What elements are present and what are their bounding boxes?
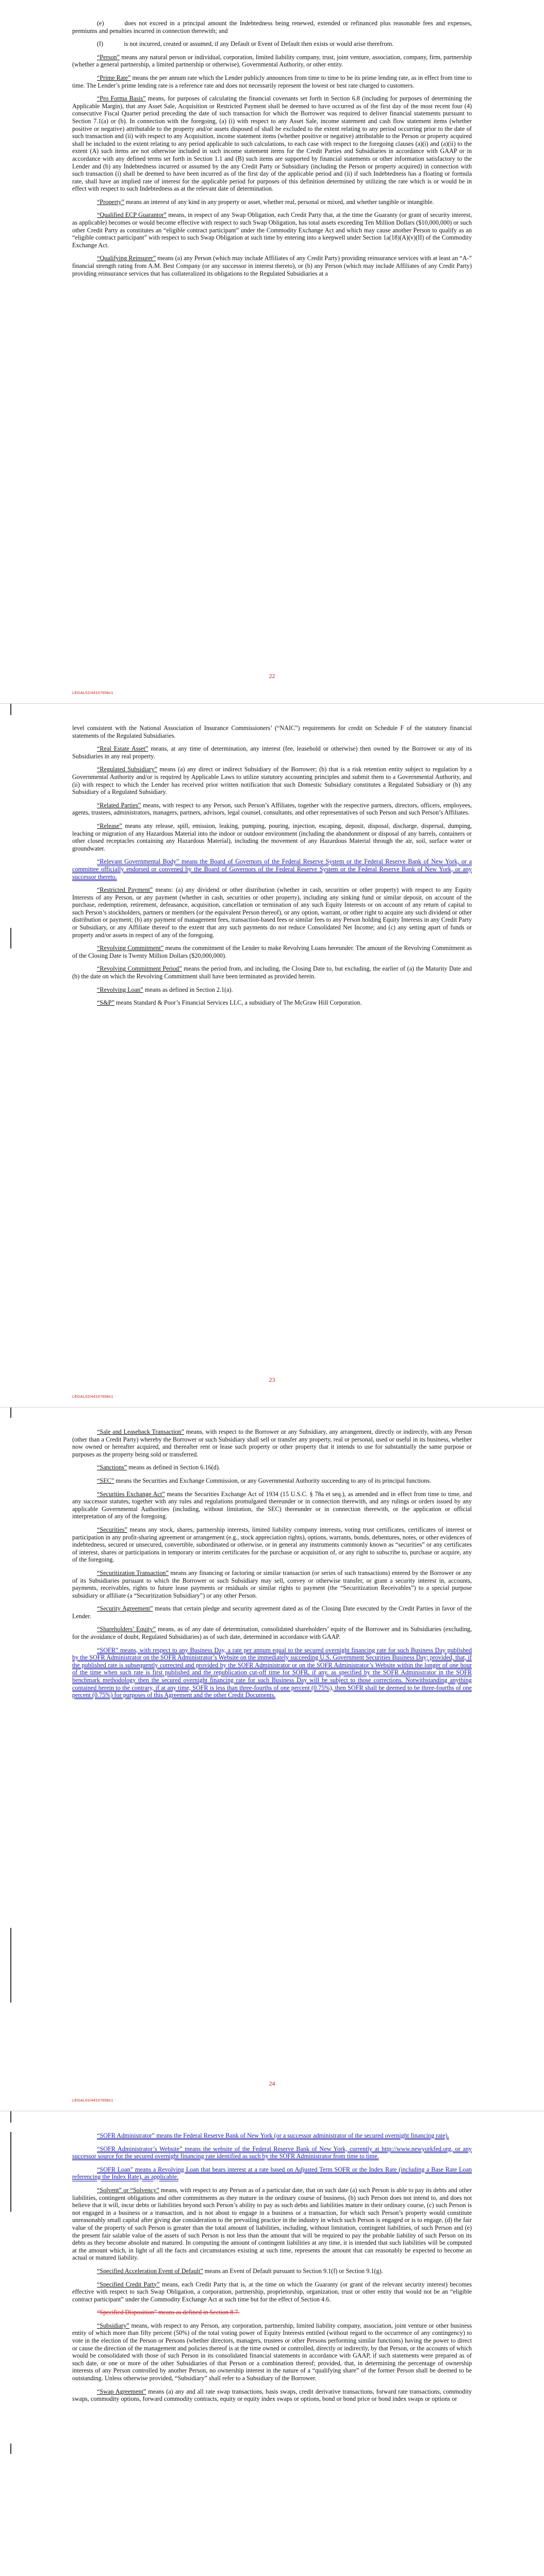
definition-text: means the period from, and including, the Closing Date to, but excluding, the earlier of (a) the Maturity Date and (b) the date on which the Revolving Commitment shall have been terminated as provided herein. bbox=[72, 965, 472, 980]
definition-paragraph bbox=[72, 745, 472, 760]
defined-term: “Securities” bbox=[97, 1526, 127, 1533]
definition-paragraph bbox=[72, 2309, 472, 2316]
change-bar bbox=[10, 928, 11, 948]
definition-text: means any natural person or individual, corporation, limited liability company, trust, joint venture, association, company, firm, partnership (whether a general partnership, a limited partnership or otherwise), Governmental Authority, or other entity. bbox=[72, 53, 472, 69]
definition-text: means as defined in Section 6.16(d). bbox=[127, 1464, 220, 1471]
definition-text: means the website of the Federal Reserve Bank of New York, currently at http://www.newyorkfed.org, or any successor source for the secured overnight financing rate identified as such by the SOFR Administrator from time to time. bbox=[72, 2145, 472, 2160]
defined-term: “Revolving Commitment” bbox=[97, 944, 164, 952]
definition-paragraph bbox=[72, 965, 472, 980]
definition-text: means, with respect to any Person, such Person’s Affiliates, together with the respective partners, directors, officers, employees, agents, trustees, administrators, managers, partners, advisors, legal counsel, consultants, and other representatives of such Person and such Person’s Affiliates. bbox=[72, 801, 472, 817]
defined-term: “Regulated Subsidiary” bbox=[97, 766, 157, 773]
definition-paragraph bbox=[72, 2187, 472, 2262]
definition-text: means, with respect to any Person, any corporation, partnership, limited liability company, association, joint venture or other business entity of which more than fifty percent (50%) of the total voting power of Equity Interests entitled (without regard to the occurrence of any contingency) to vote in the election of the Person or Persons (whether directors, managers, trustees or other Persons performing similar functions) having the power to direct or cause the direction of the management and policies thereof is at the time owned or controlled, directly or indirectly, by that Person, or the accounts of which would be consolidated with those of such Person in its consolidated financial statements in accordance with GAAP, if such statements were prepared as of such date, or one or more of the other Subsidiaries of that Person or a combination thereof; provided, that, in determining the percentage of ownership interests of any Person controlled by another Person, no ownership interest in the nature of a “qualifying share” of the former Person shall be deemed to be outstanding. Unless otherwise provided, “Subsidiary” shall refer to a Subsidiary of the Borrower. bbox=[72, 2321, 472, 2382]
change-bar bbox=[10, 2444, 11, 2454]
definition-paragraph bbox=[72, 1490, 472, 1520]
page-25 bbox=[0, 2111, 544, 2576]
definition-paragraph bbox=[72, 1647, 472, 1699]
definition-paragraph bbox=[72, 944, 472, 959]
page-23 bbox=[0, 704, 544, 1407]
definition-paragraph bbox=[72, 1569, 472, 1599]
defined-term: “S&P” bbox=[97, 999, 114, 1007]
change-bar bbox=[10, 2111, 11, 2123]
definition-text: means an interest of any kind in any property or asset, whether real, personal or mixed, and whether tangible or intangible. bbox=[124, 198, 434, 206]
change-bar bbox=[10, 1928, 11, 2003]
definition-paragraph bbox=[72, 20, 472, 35]
definition-text: means, with respect to any Person as of a particular date, that on such date (a) such Person is able to pay its debts and other liabilities, contingent obligations and other commitments as they mature in the ordinary course of business, (b) such Person does not intend to, and does not believe that it will, incur debts or liabilities beyond such Person’s ability to pay as such debts and liabilities mature in their ordinary course, (c) such Person is not engaged in a business or a transaction, and is not about to engage in a business or a transaction, for which such Person’s property would constitute unreasonably small capital after giving due consideration to the prevailing practice in the industry in which such Person is engaged or is to engage, (d) the fair value of the property of such Person is greater than the total amount of liabilities, including, without limitation, contingent liabilities, of such Person and (e) the present fair salable value of the assets of such Person is not less than the amount that will be required to pay the probable liability of such Person on its debts as they become absolute and matured. In computing the amount of contingent liabilities at any time, it is intended that such liabilities will be computed at the amount which, in light of all the facts and circumstances existing at such time, represents the amount that can reasonably be expected to become an actual or matured liability. bbox=[72, 2186, 472, 2262]
page-body bbox=[72, 724, 472, 1012]
definition-paragraph bbox=[72, 1605, 472, 1620]
definition-text: means a Revolving Loan that bears interest at a rate based on Adjusted Term SOFR or the Index Rate (including a Base Rate Loan referencing the Index Rate), as applicable. bbox=[72, 2165, 472, 2181]
definition-paragraph bbox=[72, 2145, 472, 2160]
defined-term: “SOFR Administrator’s Website” bbox=[97, 2145, 183, 2153]
definition-text: means (a) any direct or indirect Subsidiary of the Borrower; (b) that is a risk retention entity subject to regulation by a Governmental Authority and/or is required by Applicable Laws to utilize statutory accounting principles and submit them to a Governmental Authority, and (ii) with respect to which the Lender has received prior written notification that such Domestic Subsidiary constitutes a Regulated Subsidiary or (b) any Subsidiary of a Regulated Subsidiary. bbox=[72, 766, 472, 796]
definition-text: means the Board of Governors of the Federal Reserve System or the Federal Reserve Bank of New York, or a committee officially endorsed or convened by the Board of Governors of the Federal Reserve System or the Federal Reserve Bank of New York, or any successor thereto. bbox=[72, 858, 472, 880]
defined-term: “Prime Rate” bbox=[97, 74, 131, 81]
defined-term: “Specified Acceleration Event of Default” bbox=[97, 2267, 203, 2275]
defined-term: “Property” bbox=[97, 198, 124, 206]
page-body bbox=[72, 20, 472, 283]
definition-text: means, for purposes of calculating the financial covenants set forth in Section 6.8 (including for purposes of determining the Applicable Margin), that any Asset Sale, Acquisition or Restricted Payment shall be deemed to have occurred as of the first day of the most recent four (4) consecutive Fiscal Quarter period preceding the date of such transaction for which the Borrower was required to deliver financial statements pursuant to Section 7.1(a) or (b). In connection with the foregoing, (a) (i) with respect to any Asset Sale, income statement and cash flow statement items (whether positive or negative) attributable to the property and/or assets disposed of shall be excluded to the extent relating to any period occurring prior to the date of such transaction and (ii) with respect to any Acquisition, income statement items (whether positive or negative) attributable to the Person or property acquired shall be included to the extent relating to any period applicable to such calculations, to each case with respect to the foregoing clauses (a)(i) and (a)(ii) to the extent (A) such items are not otherwise included in such income statement items for the Credit Parties and Subsidiaries in accordance with GAAP or in accordance with any defined terms set forth in Section 1.1 and (B) such items are supported by financial statements or other information satisfactory to the Lender and (b) any Indebtedness incurred or assumed by the any Credit Party or Subsidiary (including the Person or property acquired) in connection with such transaction (i) shall be deemed to have been incurred as of the first day of the applicable period and (ii) if such Indebtedness has a floating or formula rate, shall have an implied rate of interest for the applicable period for purposes of this definition determined by utilizing the rate which is or would be in effect with respect to such Indebtedness as at the relevant date of determination. bbox=[72, 95, 472, 193]
definition-paragraph bbox=[72, 1625, 472, 1640]
definition-text: means (a) any and all rate swap transactions, basis swaps, credit derivative transactions, forward rate transactions, commodity swaps, commodity options, forward commodity contracts, equity or equity index swaps or options, bond or bond price or bond index swaps or options or bbox=[72, 2387, 472, 2403]
defined-term: “Securitization Transaction” bbox=[97, 1569, 169, 1577]
definition-paragraph bbox=[72, 74, 472, 89]
definition-text: means any stock, shares, partnership interests, limited liability company interests, voting trust certificates, certificates of interest or participation in any profit-sharing agreement or arrangement (e.g., stock appreciation rights), options, warrants, bonds, debentures, notes, or other evidences of indebtedness, secured or unsecured, convertible, subordinated or otherwise, or in general any instruments commonly known as “securities” or any certificates of interest, shares or participations in temporary or interim certificates for the purchase or acquisition of, or any right to subscribe to, purchase or acquire, any of the foregoing. bbox=[72, 1526, 472, 1564]
definition-text: does not exceed in a principal amount the Indebtedness being renewed, extended or refinanced plus reasonable fees and expenses, premiums and penalties incurred in connection therewith; and bbox=[72, 20, 472, 35]
definition-text: level consistent with the National Association of Insurance Commissioners’ (“NAIC”) requirements for credit on Schedule F of the statutory financial statements of the Regulated Subsidiaries. bbox=[72, 724, 472, 739]
definition-text: means the Securities Exchange Act of 1934 (15 U.S.C. § 78a et seq.), as amended and in effect from time to time, and any successor statutes, together with any rules and regulations promulgated thereunder or in connection therewith, and any rulings or orders issued by any applicable Governmental Authorities (including, without limitation, the SEC) thereunder or in connection therewith, or the application or official interpretation of any of the foregoing. bbox=[72, 1490, 472, 1520]
defined-term: “SOFR” bbox=[97, 1646, 119, 1654]
defined-term: “Restricted Payment” bbox=[97, 886, 153, 894]
definition-paragraph bbox=[72, 1428, 472, 1458]
definition-text: means, in respect of any Swap Obligation, each Credit Party that, at the time the Guaranty (or grant of security interest, as applicable) becomes or would become effective with respect to such Swap Obligation, has total assets exceeding Ten Million Dollars ($10,000,000) or such other Credit Party as constitutes an “eligible contract participant” under the Commodity Exchange Act and which may cause another Person to qualify as an “eligible contract participant” with respect to such Swap Obligation at such time by entering into a keepwell under Section 1a(18)(A)(v)(II) of the Commodity Exchange Act. bbox=[72, 211, 472, 249]
defined-term: “Revolving Loan” bbox=[97, 986, 143, 993]
definition-text: means as defined in Section 2.1(a). bbox=[143, 986, 233, 993]
defined-term: “Real Estate Asset” bbox=[97, 745, 149, 753]
definition-paragraph bbox=[72, 54, 472, 69]
definition-paragraph bbox=[72, 986, 472, 994]
page-body bbox=[72, 1428, 472, 1705]
definition-paragraph bbox=[72, 724, 472, 739]
definition-paragraph bbox=[72, 95, 472, 193]
definition-paragraph bbox=[72, 886, 472, 939]
page-number: 23 bbox=[269, 1376, 275, 1383]
change-bar bbox=[10, 704, 11, 715]
definition-text: means an Event of Default pursuant to Section 9.1(f) or Section 9.1(g). bbox=[203, 2267, 383, 2275]
defined-term: “Pro Forma Basis” bbox=[97, 95, 146, 103]
definition-text: means as defined in Section 8.7. bbox=[157, 2309, 240, 2316]
change-bar bbox=[10, 1408, 11, 1418]
page-24 bbox=[0, 1408, 544, 2111]
definition-paragraph bbox=[72, 1526, 472, 1564]
definition-paragraph bbox=[72, 198, 472, 206]
definition-text: means (a) any Person (which may include Affiliates of any Credit Party) providing reinsurance services with at least an “A-” financial strength rating from A.M. Best Company (or any successor in interest thereto), or (b) any Person (which may include Affiliates of any Credit Party) providing reinsurance services that has collateralized its obligations to the Regulated Subsidiaries at a bbox=[72, 255, 472, 277]
definition-paragraph bbox=[72, 1477, 472, 1485]
defined-term: “Security Agreement” bbox=[97, 1605, 153, 1613]
defined-term: “Related Parties” bbox=[97, 801, 141, 809]
definition-paragraph bbox=[72, 211, 472, 249]
definition-paragraph bbox=[72, 822, 472, 852]
definition-paragraph bbox=[72, 2166, 472, 2181]
page-number: 22 bbox=[269, 672, 275, 680]
change-bar bbox=[10, 2132, 11, 2212]
definition-paragraph bbox=[72, 2267, 472, 2275]
definition-paragraph bbox=[72, 2322, 472, 2382]
defined-term: “Solvent” or “Solvency” bbox=[97, 2186, 159, 2194]
definition-paragraph bbox=[72, 255, 472, 277]
defined-term: “Relevant Governmental Body” bbox=[97, 858, 179, 866]
definition-text: means the per annum rate which the Lender publicly announces from time to time to be its prime lending rate, as in effect from time to time. The Lender’s prime lending rate is a reference rate and does not necessarily represent the lowest or best rate charged to customers. bbox=[72, 74, 472, 89]
definition-text: means, with respect to the Borrower or any Subsidiary, any arrangement, directly or indirectly, with any Person (other than a Credit Party) whereby the Borrower or such Subsidiary shall sell or transfer any property, real or personal, used or useful in its business, whether now owned or hereafter acquired, and thereafter rent or lease such property or other property that it intends to use for substantially the same purpose or purposes as the property being sold or transferred. bbox=[72, 1428, 472, 1458]
definition-text: means, at any time of determination, any interest (fee, leasehold or otherwise) then owned by the Borrower or any of its Subsidiaries in any real property. bbox=[72, 745, 472, 760]
definition-text: means, as of any date of determination, consolidated shareholders’ equity of the Borrower and its Subsidiaries (excluding, for the avoidance of doubt, Regulated Subsidiaries) as of such date, determined in accordance with GAAP. bbox=[72, 1625, 472, 1641]
definition-text: means the Securities and Exchange Commission, or any Governmental Authority succeeding to any of its principal functions. bbox=[114, 1477, 432, 1484]
definition-paragraph bbox=[72, 2281, 472, 2303]
definition-paragraph bbox=[72, 858, 472, 880]
defined-term: “Subsidiary” bbox=[97, 2321, 129, 2329]
document-id: LEGAL02/44107658v1 bbox=[72, 1394, 113, 1399]
document-id: LEGAL02/44107658v1 bbox=[72, 2098, 113, 2103]
definition-text: means Standard & Poor’s Financial Services LLC, a subsidiary of The McGraw Hill Corporation. bbox=[114, 999, 362, 1007]
defined-term: “Specified Disposition” bbox=[97, 2309, 157, 2316]
definition-text: means the commitment of the Lender to make Revolving Loans hereunder. The amount of the Revolving Commitment as of the Closing Date is Twenty Million Dollars ($20,000,000). bbox=[72, 944, 472, 959]
definition-text: means the Federal Reserve Bank of New York (or a successor administrator of the secured overnight financing rate). bbox=[155, 2132, 449, 2139]
defined-term: “Release” bbox=[97, 822, 122, 829]
page-number: 24 bbox=[269, 2080, 275, 2087]
clause-label: (f) bbox=[97, 40, 104, 48]
defined-term: “Swap Agreement” bbox=[97, 2387, 146, 2395]
defined-term: “Sanctions” bbox=[97, 1464, 127, 1471]
defined-term: “Sale and Leaseback Transaction” bbox=[97, 1428, 185, 1435]
definition-paragraph bbox=[72, 802, 472, 817]
definition-paragraph bbox=[72, 2388, 472, 2403]
defined-term: “Specified Credit Party” bbox=[97, 2280, 160, 2288]
definition-paragraph bbox=[72, 2132, 472, 2140]
definition-paragraph bbox=[72, 766, 472, 795]
definition-text: means any financing or factoring or similar transaction (or series of such transactions) entered by the Borrower or any of its Subsidiaries pursuant to which the Borrower or such Subsidiary may sell, convey or otherwise transfer, or grant a security interest in, accounts, payments, receivables, rights to future lease payments or residuals or similar rights to payment (the “Securitization Receivables”) to a special purpose subsidiary or affiliate (a “Securitization Subsidiary”) or any other Person. bbox=[72, 1569, 472, 1599]
definition-text: means that certain pledge and security agreement dated as of the Closing Date executed by the Credit Parties in favor of the Lender. bbox=[72, 1605, 472, 1620]
definition-text: means: (a) any dividend or other distribution (whether in cash, securities or other property) with respect to any Equity Interests of any Person, or any payment (whether in cash, securities or other property), including any sinking fund or similar deposit, on account of the purchase, redemption, retirement, defeasance, acquisition, cancellation or termination of any such Equity Interests or on account of any return of capital to such Person’s stockholders, partners or members (or the equivalent Person thereof), or any option, warrant, or other right to acquire any such dividend or other distribution or payment; (b) any payment of management fees, transaction-based fees or similar fees to any Person holding Equity Interests in any Credit Party or Subsidiary, or any Affiliate thereof to the extent that any such payments do not reduce Consolidated Net Income; and (c) any setting apart of funds or property and/or assets in respect of any of the foregoing. bbox=[72, 886, 472, 939]
defined-term: “Qualifying Reinsurer” bbox=[97, 255, 156, 262]
defined-term: “Securities Exchange Act” bbox=[97, 1490, 165, 1498]
definition-text: means, each Credit Party that is, at the time on which the Guaranty (or grant of the relevant security interest) becomes effective with respect to such Swap Obligation, a corporation, partnership, proprietorship, organization, trust or other entity that would not be an “eligible contract participant” under the Commodity Exchange Act at such time but for the effect of Section 4.6. bbox=[72, 2280, 472, 2303]
definition-text: means any release, spill, emission, leaking, pumping, pouring, injection, escaping, deposit, disposal, discharge, dispersal, dumping, leaching or migration of any Hazardous Material into the indoor or outdoor environment (including the abandonment or disposal of any barrels, containers or other closed receptacles containing any Hazardous Material), including the movement of any Hazardous Material through the air, soil, surface water or groundwater. bbox=[72, 822, 472, 852]
defined-term: “SOFR Administrator” bbox=[97, 2132, 155, 2139]
defined-term: “Revolving Commitment Period” bbox=[97, 965, 182, 973]
definition-paragraph bbox=[72, 1464, 472, 1471]
document-id: LEGAL02/44107658v1 bbox=[72, 690, 113, 695]
definition-text: is not incurred, created or assumed, if any Default or Event of Default then exists or would arise therefrom. bbox=[124, 40, 394, 48]
clause-label: (e) bbox=[97, 20, 104, 27]
defined-term: “Shareholders’ Equity” bbox=[97, 1625, 156, 1633]
definition-text: means, with respect to any Business Day, a rate per annum equal to the secured overnight financing rate for such Business Day published by the SOFR Administrator on the SOFR Administrator’s Website on the immediately succeeding U.S. Government Securities Business Day; provided, that, if the published rate is subsequently corrected and provided by the SOFR Administrator or on the SOFR Administrator’s Website within the longer of one hour of the time when such rate is first published and the republication cut-off time for SOFR, if any, as specified by the SOFR Administrator in the SOFR benchmark methodology then the secured overnight financing rate for such Business Day will be subject to those corrections. Notwithstanding anything contained herein to the contrary, if at any time, SOFR is less than three-fourths of one percent (0.75%), then SOFR shall be deemed to be three-fourths of one percent (0.75%) for purposes of this Agreement and the other Credit Documents. bbox=[72, 1646, 472, 1699]
page-body bbox=[72, 2132, 472, 2409]
defined-term: “SEC” bbox=[97, 1477, 114, 1484]
definition-paragraph bbox=[72, 40, 472, 48]
page-22 bbox=[0, 0, 544, 703]
defined-term: “Qualified ECP Guarantor” bbox=[97, 211, 167, 219]
defined-term: “Person” bbox=[97, 53, 120, 61]
defined-term: “SOFR Loan” bbox=[97, 2165, 134, 2173]
definition-paragraph bbox=[72, 999, 472, 1007]
